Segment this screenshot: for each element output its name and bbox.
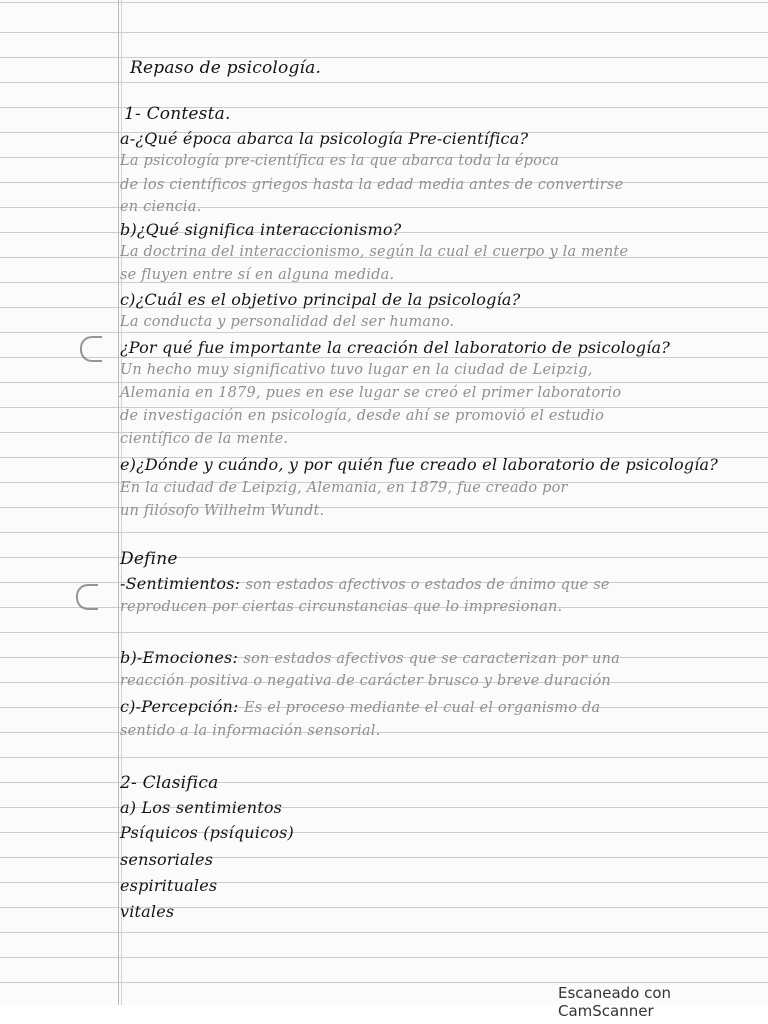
page-title: Repaso de psicología. [130,58,322,78]
list-item: sensoriales [120,850,214,869]
subheading: a) Los sentimientos [120,798,283,817]
question: ¿Por qué fue importante la creación del laboratorio de psicología? [120,338,671,357]
answer-line: En la ciudad de Leipzig, Alemania, en 1879, fue creado por [120,480,568,496]
section-heading: 1- Contesta. [124,104,231,124]
question: c)¿Cuál es el objetivo principal de la psicología? [120,290,521,309]
list-item: Psíquicos (psíquicos) [120,823,294,842]
answer-line: científico de la mente. [120,431,289,447]
definition-term [120,574,610,593]
binder-hole-mark [76,584,98,610]
answer-line: La psicología pre-científica es la que abarca toda la época [120,153,560,169]
term-label: c)-Percepción: [120,697,239,716]
answer-line: de investigación en psicología, desde ahí se promovió el estudio [120,408,605,424]
answer-line: reacción positiva o negativa de carácter brusco y breve duración [120,673,611,689]
answer-line: reproducen por ciertas circunstancias que lo impresionan. [120,599,563,615]
margin-line [118,0,119,1005]
list-item: vitales [120,902,175,921]
answer-line: Alemania en 1879, pues en ese lugar se creó el primer laboratorio [120,385,622,401]
term-label: -Sentimientos: [120,574,241,593]
section-heading: 2- Clasifica [120,773,219,793]
answer-line: Un hecho muy significativo tuvo lugar en la ciudad de Leipzig, [120,362,593,378]
scanner-watermark: Escaneado con CamScanner [558,984,672,1020]
answer-line: La doctrina del interaccionismo, según la cual el cuerpo y la mente [120,244,629,260]
section-heading: Define [120,549,178,569]
question: b)¿Qué significa interaccionismo? [120,220,402,239]
definition-term [120,697,600,716]
answer-line: de los científicos griegos hasta la edad media antes de convertirse [120,177,624,193]
list-item: espirituales [120,876,218,895]
answer-line: La conducta y personalidad del ser humano. [120,314,455,330]
definition-inline: Es el proceso mediante el cual el organismo da [243,700,601,716]
answer-line: sentido a la información sensorial. [120,723,381,739]
definition-term [120,648,620,667]
question: e)¿Dónde y cuándo, y por quién fue creado el laboratorio de psicología? [120,455,719,474]
binder-hole-mark [80,336,102,362]
question: a-¿Qué época abarca la psicología Pre-científica? [120,129,529,148]
answer-line: en ciencia. [120,199,202,215]
definition-inline: son estados afectivos que se caracterizan por una [243,651,620,667]
answer-line: se fluyen entre sí en alguna medida. [120,267,395,283]
definition-inline: son estados afectivos o estados de ánimo que se [245,577,610,593]
term-label: b)-Emociones: [120,648,239,667]
answer-line: un filósofo Wilhelm Wundt. [120,503,325,519]
